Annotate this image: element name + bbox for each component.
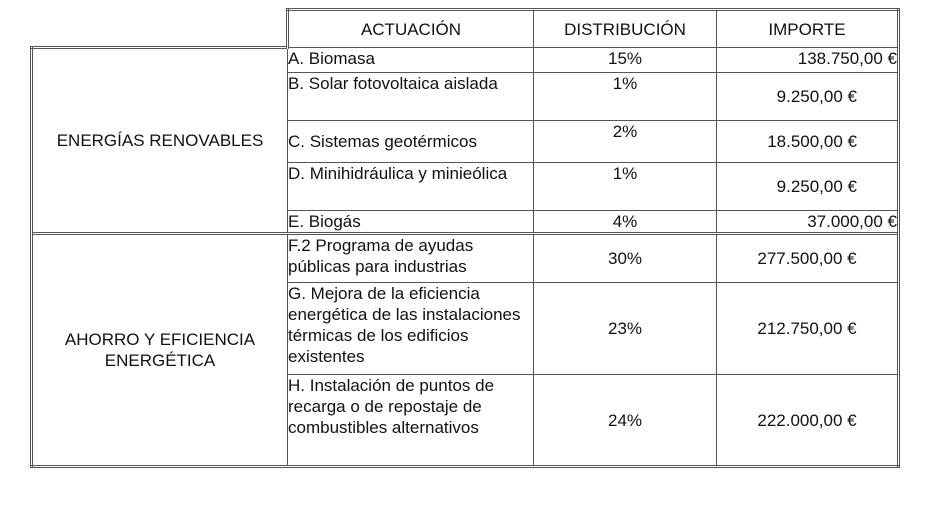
group-label-ahorro: AHORRO Y EFICIENCIA ENERGÉTICA <box>32 234 288 467</box>
row-distribucion: 15% <box>534 48 717 73</box>
row-importe: 9.250,00 € <box>717 73 899 121</box>
row-importe: 277.500,00 € <box>717 234 899 283</box>
row-actuacion: F.2 Programa de ayudas públicas para industrias <box>288 234 534 283</box>
allocation-table <box>30 8 900 468</box>
header-corner <box>32 10 288 48</box>
row-actuacion: H. Instalación de puntos de recarga o de repostaje de combustibles alternativos <box>288 375 534 467</box>
row-importe: 138.750,00 € <box>717 48 899 73</box>
header-importe: IMPORTE <box>717 10 899 48</box>
table-row <box>32 234 899 283</box>
row-importe: 9.250,00 € <box>717 163 899 211</box>
row-importe: 37.000,00 € <box>717 211 899 234</box>
row-importe: 18.500,00 € <box>717 121 899 163</box>
row-actuacion: A. Biomasa <box>288 48 534 73</box>
row-distribucion: 30% <box>534 234 717 283</box>
row-distribucion: 2% <box>534 121 717 163</box>
row-importe: 222.000,00 € <box>717 375 899 467</box>
row-distribucion: 24% <box>534 375 717 467</box>
table-row <box>32 48 899 73</box>
row-importe: 212.750,00 € <box>717 283 899 375</box>
row-distribucion: 1% <box>534 163 717 211</box>
header-distribucion: DISTRIBUCIÓN <box>534 10 717 48</box>
row-distribucion: 4% <box>534 211 717 234</box>
row-actuacion: D. Minihidráulica y minieólica <box>288 163 534 211</box>
row-actuacion: C. Sistemas geotérmicos <box>288 121 534 163</box>
row-actuacion: B. Solar fotovoltaica aislada <box>288 73 534 121</box>
header-row <box>32 10 899 48</box>
row-distribucion: 1% <box>534 73 717 121</box>
row-distribucion: 23% <box>534 283 717 375</box>
group-label-renovables: ENERGÍAS RENOVABLES <box>32 48 288 234</box>
header-actuacion: ACTUACIÓN <box>288 10 534 48</box>
row-actuacion: E. Biogás <box>288 211 534 234</box>
row-actuacion: G. Mejora de la eficiencia energética de las instalaciones térmicas de los edificios existentes <box>288 283 534 375</box>
